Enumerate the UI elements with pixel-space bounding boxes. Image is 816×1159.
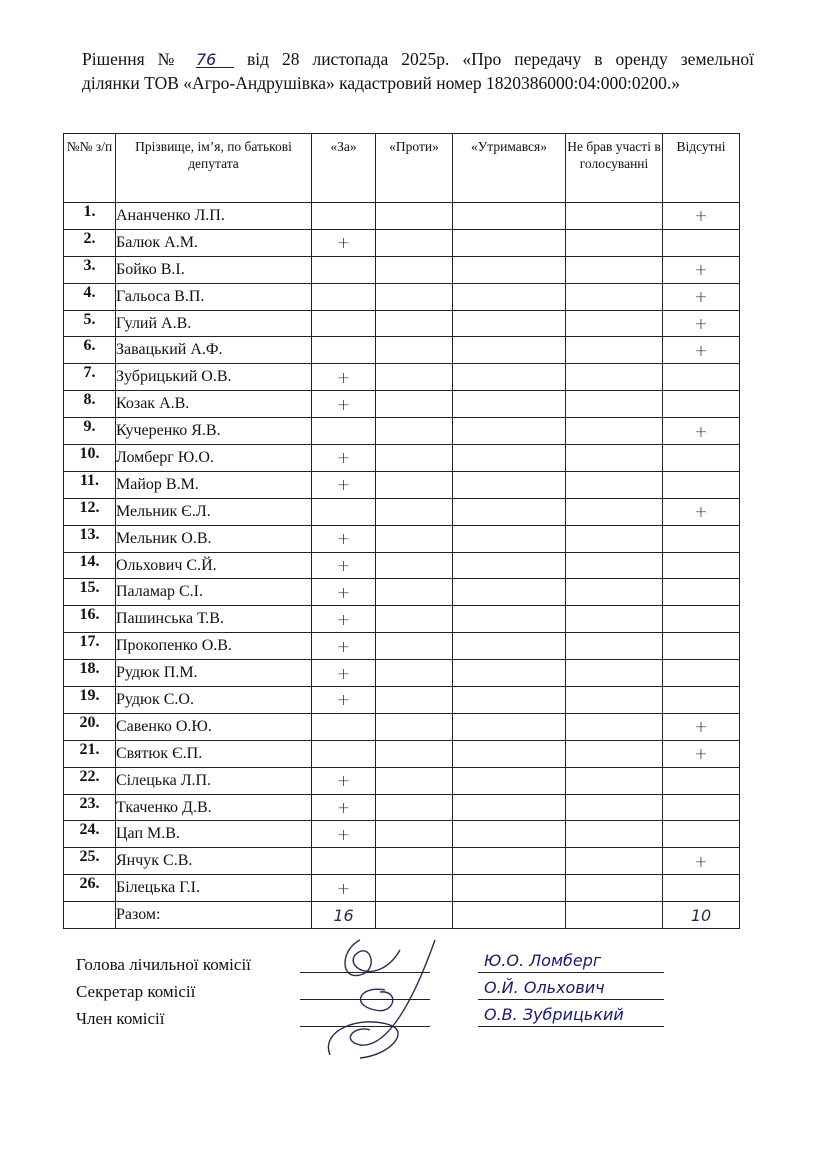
vote-not-voted [566,687,663,714]
vote-against [376,525,453,552]
vote-for [312,310,376,337]
vote-against [376,767,453,794]
signature-name: О.В. Зубрицький [484,1005,624,1024]
title-line-1 [82,47,754,71]
vote-for: + [312,445,376,472]
vote-absent [663,229,740,256]
vote-not-voted [566,713,663,740]
vote-absent: + [663,740,740,767]
col-against: «Проти» [376,134,453,203]
table-row [64,283,740,310]
signature-row [76,978,736,1009]
table-row [64,606,740,633]
vote-absent: + [663,418,740,445]
row-num: 14. [64,552,116,579]
table-row [64,445,740,472]
row-num: 8. [64,391,116,418]
vote-not-voted [566,579,663,606]
vote-not-voted [566,606,663,633]
total-against [376,902,453,929]
vote-not-voted [566,391,663,418]
vote-against [376,229,453,256]
row-name: Гальоса В.П. [116,283,312,310]
vote-not-voted [566,310,663,337]
vote-not-voted [566,445,663,472]
vote-for [312,256,376,283]
row-name: Прокопенко О.В. [116,633,312,660]
vote-for: + [312,767,376,794]
vote-for [312,498,376,525]
vote-against [376,875,453,902]
row-name: Мельник О.В. [116,525,312,552]
vote-absent [663,660,740,687]
vote-abstained [453,471,566,498]
row-num: 11. [64,471,116,498]
vote-abstained [453,606,566,633]
vote-against [376,364,453,391]
vote-against [376,821,453,848]
total-row [64,902,740,929]
vote-abstained [453,310,566,337]
vote-abstained [453,794,566,821]
vote-for: + [312,364,376,391]
table-row [64,525,740,552]
signature-row [76,1005,736,1036]
row-num: 7. [64,364,116,391]
title-line-2: ділянки ТОВ «Агро-Андрушівка» кадастровий номер 1820386000:04:000:0200.» [82,73,680,93]
row-name: Савенко О.Ю. [116,713,312,740]
vote-absent [663,445,740,472]
vote-abstained [453,579,566,606]
vote-for: + [312,633,376,660]
vote-not-voted [566,364,663,391]
table-row [64,391,740,418]
vote-for [312,848,376,875]
row-num: 25. [64,848,116,875]
vote-abstained [453,525,566,552]
row-name: Білецька Г.І. [116,875,312,902]
vote-absent: + [663,203,740,230]
row-num: 17. [64,633,116,660]
row-num: 19. [64,687,116,714]
vote-absent: + [663,310,740,337]
row-name: Цап М.В. [116,821,312,848]
vote-absent: + [663,337,740,364]
vote-not-voted [566,337,663,364]
vote-not-voted [566,633,663,660]
vote-against [376,256,453,283]
row-num: 4. [64,283,116,310]
vote-against [376,848,453,875]
vote-against [376,579,453,606]
vote-against [376,471,453,498]
vote-not-voted [566,203,663,230]
vote-abstained [453,229,566,256]
row-num: 16. [64,606,116,633]
table-row [64,740,740,767]
vote-for: + [312,606,376,633]
vote-abstained [453,687,566,714]
col-not-voted: Не брав участі в голосуванні [566,134,663,203]
table-row [64,794,740,821]
vote-for [312,203,376,230]
vote-for: + [312,875,376,902]
signature-line [300,972,430,973]
vote-absent [663,633,740,660]
vote-for: + [312,525,376,552]
vote-not-voted [566,767,663,794]
table-row [64,767,740,794]
row-num: 24. [64,821,116,848]
row-num: 2. [64,229,116,256]
row-name: Гулий А.В. [116,310,312,337]
vote-abstained [453,391,566,418]
vote-against [376,391,453,418]
row-name: Пашинська Т.В. [116,606,312,633]
vote-absent [663,579,740,606]
vote-for: + [312,229,376,256]
row-name: Завацький А.Ф. [116,337,312,364]
vote-against [376,337,453,364]
vote-not-voted [566,552,663,579]
vote-for: + [312,391,376,418]
vote-abstained [453,364,566,391]
vote-not-voted [566,471,663,498]
table-row [64,256,740,283]
row-num: 10. [64,445,116,472]
vote-absent: + [663,256,740,283]
vote-absent [663,767,740,794]
vote-for: + [312,794,376,821]
vote-for [312,740,376,767]
vote-absent [663,471,740,498]
signature-role: Секретар комісії [76,982,196,1001]
vote-absent [663,821,740,848]
vote-against [376,203,453,230]
row-name: Зубрицький О.В. [116,364,312,391]
row-name: Майор В.М. [116,471,312,498]
vote-abstained [453,445,566,472]
vote-for: + [312,687,376,714]
row-name: Святюк Є.П. [116,740,312,767]
row-name: Рудюк С.О. [116,687,312,714]
vote-for: + [312,579,376,606]
table-row [64,660,740,687]
row-name: Ломберг Ю.О. [116,445,312,472]
row-num: 5. [64,310,116,337]
table-row [64,687,740,714]
row-name: Рудюк П.М. [116,660,312,687]
total-for: 16 [312,902,376,929]
table-row [64,579,740,606]
table-row [64,821,740,848]
vote-for: + [312,821,376,848]
vote-absent [663,552,740,579]
row-num: 1. [64,203,116,230]
decision-number: 76 [196,53,234,68]
vote-absent: + [663,713,740,740]
vote-not-voted [566,283,663,310]
vote-against [376,445,453,472]
vote-abstained [453,633,566,660]
row-num: 18. [64,660,116,687]
table-row [64,203,740,230]
table-row [64,633,740,660]
table-row [64,498,740,525]
signature-line [300,999,430,1000]
row-name: Ткаченко Д.В. [116,794,312,821]
vote-not-voted [566,848,663,875]
document-title [82,47,754,95]
total-abstained [453,902,566,929]
name-line [478,1026,664,1027]
table-row [64,875,740,902]
signature-row [76,951,736,982]
vote-for [312,713,376,740]
vote-not-voted [566,525,663,552]
vote-abstained [453,418,566,445]
row-num: 22. [64,767,116,794]
row-name: Ананченко Л.П. [116,203,312,230]
row-name: Козак А.В. [116,391,312,418]
vote-absent: + [663,498,740,525]
vote-against [376,633,453,660]
vote-abstained [453,848,566,875]
vote-abstained [453,713,566,740]
table-row [64,848,740,875]
row-name: Паламар С.І. [116,579,312,606]
row-name: Мельник Є.Л. [116,498,312,525]
row-num: 23. [64,794,116,821]
title-prefix: Рішення № [82,49,183,69]
row-num: 3. [64,256,116,283]
vote-against [376,552,453,579]
title-suffix: від 28 листопада 2025р. «Про передачу в оренду земельної [246,49,754,69]
vote-against [376,418,453,445]
vote-not-voted [566,660,663,687]
vote-abstained [453,821,566,848]
total-label: Разом: [116,902,312,929]
vote-absent [663,794,740,821]
vote-against [376,713,453,740]
signature-line [300,1026,430,1027]
table-row [64,229,740,256]
total-absent: 10 [663,902,740,929]
vote-not-voted [566,794,663,821]
row-num: 9. [64,418,116,445]
vote-for [312,418,376,445]
row-name: Бойко В.І. [116,256,312,283]
vote-abstained [453,767,566,794]
col-absent: Відсутні [663,134,740,203]
table-row [64,418,740,445]
signature-name: О.Й. Ольхович [484,978,605,997]
total-num [64,902,116,929]
vote-not-voted [566,821,663,848]
total-not-voted [566,902,663,929]
row-num: 26. [64,875,116,902]
vote-not-voted [566,498,663,525]
vote-not-voted [566,875,663,902]
row-num: 6. [64,337,116,364]
signature-role: Член комісії [76,1009,165,1028]
vote-for: + [312,552,376,579]
vote-abstained [453,740,566,767]
signature-role: Голова лічильної комісії [76,955,251,974]
vote-for: + [312,471,376,498]
vote-abstained [453,498,566,525]
vote-abstained [453,337,566,364]
vote-against [376,687,453,714]
vote-for [312,283,376,310]
vote-absent [663,687,740,714]
vote-for [312,337,376,364]
vote-absent [663,525,740,552]
row-num: 15. [64,579,116,606]
col-for: «За» [312,134,376,203]
vote-for: + [312,660,376,687]
row-num: 21. [64,740,116,767]
row-name: Кучеренко Я.В. [116,418,312,445]
name-line [478,972,664,973]
vote-against [376,740,453,767]
col-abstained: «Утримався» [453,134,566,203]
vote-against [376,794,453,821]
table-row [64,471,740,498]
vote-absent: + [663,848,740,875]
vote-absent [663,364,740,391]
vote-not-voted [566,418,663,445]
table-row [64,364,740,391]
row-num: 13. [64,525,116,552]
table-row [64,310,740,337]
row-name: Янчук С.В. [116,848,312,875]
vote-against [376,606,453,633]
vote-against [376,310,453,337]
vote-not-voted [566,740,663,767]
table-header-row [64,134,740,203]
signatures [76,951,736,1036]
vote-not-voted [566,256,663,283]
vote-abstained [453,283,566,310]
col-name: Прізвище, ім’я, по батькові депутата [116,134,312,203]
vote-abstained [453,256,566,283]
vote-absent: + [663,283,740,310]
signature-name: Ю.О. Ломберг [484,951,602,970]
vote-absent [663,606,740,633]
vote-abstained [453,660,566,687]
table-row [64,552,740,579]
col-num: №№ з/п [64,134,116,203]
vote-abstained [453,552,566,579]
vote-absent [663,875,740,902]
vote-abstained [453,875,566,902]
row-num: 12. [64,498,116,525]
table-row [64,713,740,740]
vote-against [376,283,453,310]
vote-against [376,498,453,525]
row-name: Ольхович С.Й. [116,552,312,579]
vote-abstained [453,203,566,230]
row-num: 20. [64,713,116,740]
table-row [64,337,740,364]
row-name: Сілецька Л.П. [116,767,312,794]
name-line [478,999,664,1000]
vote-against [376,660,453,687]
vote-absent [663,391,740,418]
votes-table [63,133,740,929]
row-name: Балюк А.М. [116,229,312,256]
vote-not-voted [566,229,663,256]
